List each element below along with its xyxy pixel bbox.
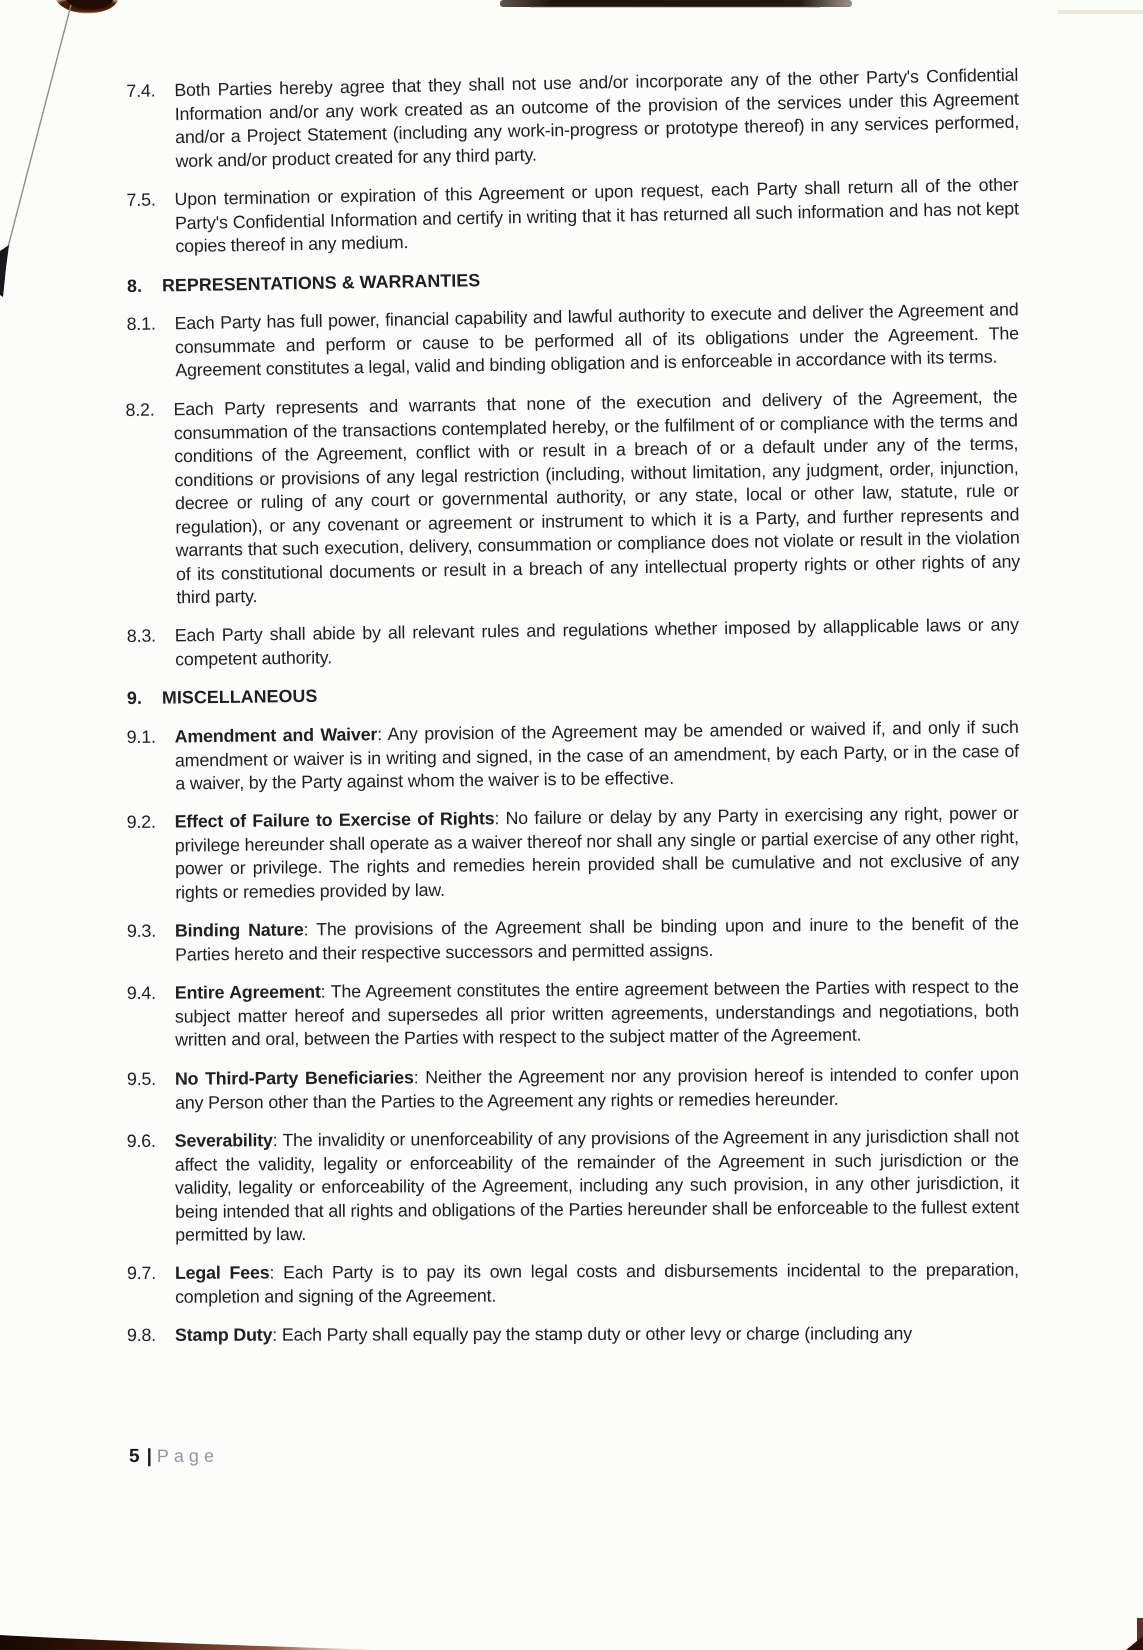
clause-text: Each Party shall abide by all relevant rules and regulations whether imposed by allapplicable laws or any competent authority.: [174, 614, 1019, 669]
clause-text: [175, 1062, 1019, 1114]
clause-text-rest: : The provisions of the Agreement shall be binding upon and inure to the benefit of the Parties hereto and their respective successors and permitted assigns.: [175, 913, 1019, 965]
clause-text: [175, 1124, 1020, 1246]
clause-lead-label: Amendment and Waiver: [174, 723, 378, 746]
clause-lead-label: Stamp Duty: [174, 1324, 273, 1345]
clause-text: Each Party has full power, financial capability and lawful authority to execute and deliver the Agreement and consummate and perform or cause to be performed all of its obligations under the Agreement. The Agreement constitutes a legal, valid and binding obligation and is enforceable in accordance with its terms.: [174, 299, 1020, 381]
clause-9-2: [127, 802, 1020, 905]
clause-text: [175, 975, 1019, 1052]
clause-number: 9.6.: [126, 1130, 156, 1151]
section-number: 8.: [126, 275, 143, 296]
clause-text: [175, 715, 1020, 795]
clause-text: [175, 802, 1020, 905]
clause-9-7: [127, 1259, 1019, 1309]
scan-smudge-top-right: [1058, 10, 1143, 14]
clause-8-3: [127, 613, 1020, 672]
section-number: 9.: [126, 687, 143, 708]
section-title: REPRESENTATIONS & WARRANTIES: [161, 269, 481, 295]
clause-text-rest: : The Agreement constitutes the entire agreement between the Parties with respect to the subject matter hereof and supersedes all prior written agreements, understandings and negotiations, both written and oral, between the Parties with respect to the subject matter of the Agreement.: [174, 976, 1020, 1050]
clause-7-4: [126, 64, 1020, 174]
clause-9-3: [127, 912, 1019, 967]
page-footer: [129, 1446, 219, 1468]
clause-text: [175, 912, 1019, 966]
clause-number: 9.7.: [126, 1262, 157, 1283]
clause-lead-label: Legal Fees: [174, 1262, 270, 1283]
page-number: 5: [128, 1445, 140, 1467]
clause-lead-label: Effect of Failure to Exercise of Rights: [174, 808, 495, 832]
clause-lead-label: Binding Nature: [174, 919, 304, 941]
scan-mark-right-edge: [1137, 1618, 1143, 1650]
clause-text-rest: : No failure or delay by any Party in exercising any right, power or privilege hereunder shall operate as a waiver thereof nor shall any single or partial exercise of any other right, power or privilege. The rights and remedies herein provided shall be cumulative and not exclusive of any rights or remedies provided by law.: [174, 802, 1020, 903]
clause-text: Each Party represents and warrants that none of the execution and delivery of the Agreement, the consummation of the transactions contemplated hereby, or the fulfilment of or compliance with the terms and conditions of the Agreement, conflict with or result in a breach of or a default under any of the terms, conditions or provisions of any legal restriction (including, without limitation, any judgment, order, injunction, decree or ruling of any court or governmental authority, or any state, local or other law, statute, rule or regulation), or any covenant or agreement or instrument to which it is a Party, and further represents and warrants that such execution, delivery, consummation or compliance does not violate or result in the violation of its constitutional documents or result in a breach of any intellectual property rights or other rights of any third party.: [173, 385, 1021, 607]
clause-9-4: [127, 975, 1019, 1052]
clause-number: 9.3.: [126, 920, 157, 942]
clause-text: Upon termination or expiration of this Agreement or upon request, each Party shall return all of the other Party's Confidential Information and certify in writing that it has returned all such information and has not kept copies thereof in any medium.: [174, 174, 1020, 257]
clause-7-5: [126, 173, 1019, 259]
scan-blob-top-left-core: [66, 0, 113, 10]
section-title: MISCELLANEOUS: [161, 685, 318, 708]
clause-text: Both Parties hereby agree that they shall not use and/or incorporate any of the other Party's Confidential Information and/or any work created as an outcome of the provision of the services under this Agreement and/or a Project Statement (including any work-in-progress or prototype thereof) in any services performed, work and/or product created for any third party.: [174, 64, 1020, 171]
scan-smudge-bottom-left: [0, 1635, 382, 1650]
document-body: [125, 64, 1021, 1363]
section-heading-9: [127, 677, 1019, 711]
clause-9-5: [127, 1062, 1019, 1114]
clause-number: 8.2.: [125, 399, 155, 420]
scan-fold-left-edge: [0, 245, 9, 297]
clause-number: 9.2.: [126, 811, 156, 833]
page-footer-separator: |: [146, 1445, 152, 1467]
section-heading-8: [127, 260, 1019, 298]
scan-smudge-top-edge-shadow: [530, 6, 820, 8]
clause-number: 7.4.: [126, 80, 156, 102]
scan-smudge-top-edge: [500, 0, 852, 7]
clause-text-rest: : Any provision of the Agreement may be amended or waived if, and only if such amendment or waiver is in writing and signed, in the case of an amendment, by each Party, or in the case of a waiver, by the Party against whom the waiver is to be effective.: [174, 716, 1020, 793]
clause-9-6: [127, 1124, 1020, 1247]
clause-text-rest: : Each Party shall equally pay the stamp duty or other levy or charge (including any: [272, 1323, 913, 1345]
scan-crease-line: [8, 5, 71, 247]
clause-8-2: [125, 385, 1020, 610]
clause-text: [175, 1259, 1019, 1309]
clause-text-rest: : The invalidity or unenforceability of any provisions of the Agreement in any jurisdiction shall not affect the validity, legality or enforceability of the remainder of the Agreement in such jurisdiction or the validity, legality or enforceability of the Agreement, including any such provision, in any other jurisdiction, it being intended that all rights and obligations of the Parties hereunder shall be enforceable to the fullest extent permitted by law.: [174, 1125, 1020, 1245]
clause-text-rest: : Neither the Agreement nor any provision hereof is intended to confer upon any Person other than the Parties to the Agreement any rights or remedies hereunder.: [175, 1063, 1019, 1112]
clause-text: [175, 1322, 1019, 1347]
scan-blob-top-left: [56, 0, 118, 13]
clause-number: 9.4.: [126, 982, 156, 1004]
clause-number: 8.1.: [126, 313, 156, 335]
clause-number: 8.3.: [126, 625, 157, 647]
clause-number: 9.1.: [126, 726, 156, 747]
clause-text-rest: : Each Party is to pay its own legal costs and disbursements incidental to the preparation, completion and signing of the Agreement.: [175, 1259, 1019, 1307]
clause-9-8: [127, 1322, 1019, 1347]
page-footer-word: Page: [156, 1445, 219, 1466]
clause-8-1: [126, 298, 1019, 383]
clause-lead-label: Severability: [174, 1129, 273, 1151]
clause-number: 7.5.: [126, 189, 156, 211]
clause-lead-label: Entire Agreement: [174, 981, 321, 1003]
scan-mark-bottom-right-corner: [1126, 1636, 1143, 1650]
clause-lead-label: No Third-Party Beneficiaries: [174, 1066, 414, 1089]
clause-number: 9.8.: [126, 1324, 157, 1345]
clause-number: 9.5.: [126, 1068, 157, 1089]
clause-9-1: [127, 715, 1020, 796]
